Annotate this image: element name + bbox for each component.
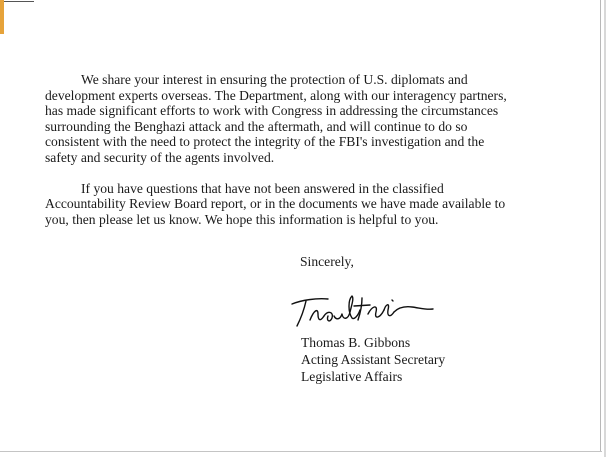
page-edge-right [600,0,601,452]
signer-name: Thomas B. Gibbons [301,335,411,350]
paragraph-questions: If you have questions that have not been answered in the classified Accountability Review Board report, or in the documents we have made available to you, then please let us know. We hope this information is helpful to you. [45,180,506,227]
signer-office: Legislative Affairs [301,369,403,384]
handwritten-signature [288,290,438,330]
paragraph-protection: We share your interest in ensuring the protection of U.S. diplomats and development experts overseas. The Department, along with our interagency partners, has made significant efforts to work with Congress in addressing the circumstances surrounding the Benghazi attack and the aftermath, and will continue to do so consistent with the need to protect the integrity of the FBI's investigation and the safety and security of the agents involved. [45,72,507,165]
corner-tab [0,0,4,34]
closing: Sincerely, [300,254,354,269]
page-edge-bottom [0,451,602,452]
signer-block [301,334,445,385]
signer-title: Acting Assistant Secretary [301,352,446,367]
page-edge-right-outer [604,0,606,457]
corner-line [4,1,34,2]
letter-body [45,72,515,242]
